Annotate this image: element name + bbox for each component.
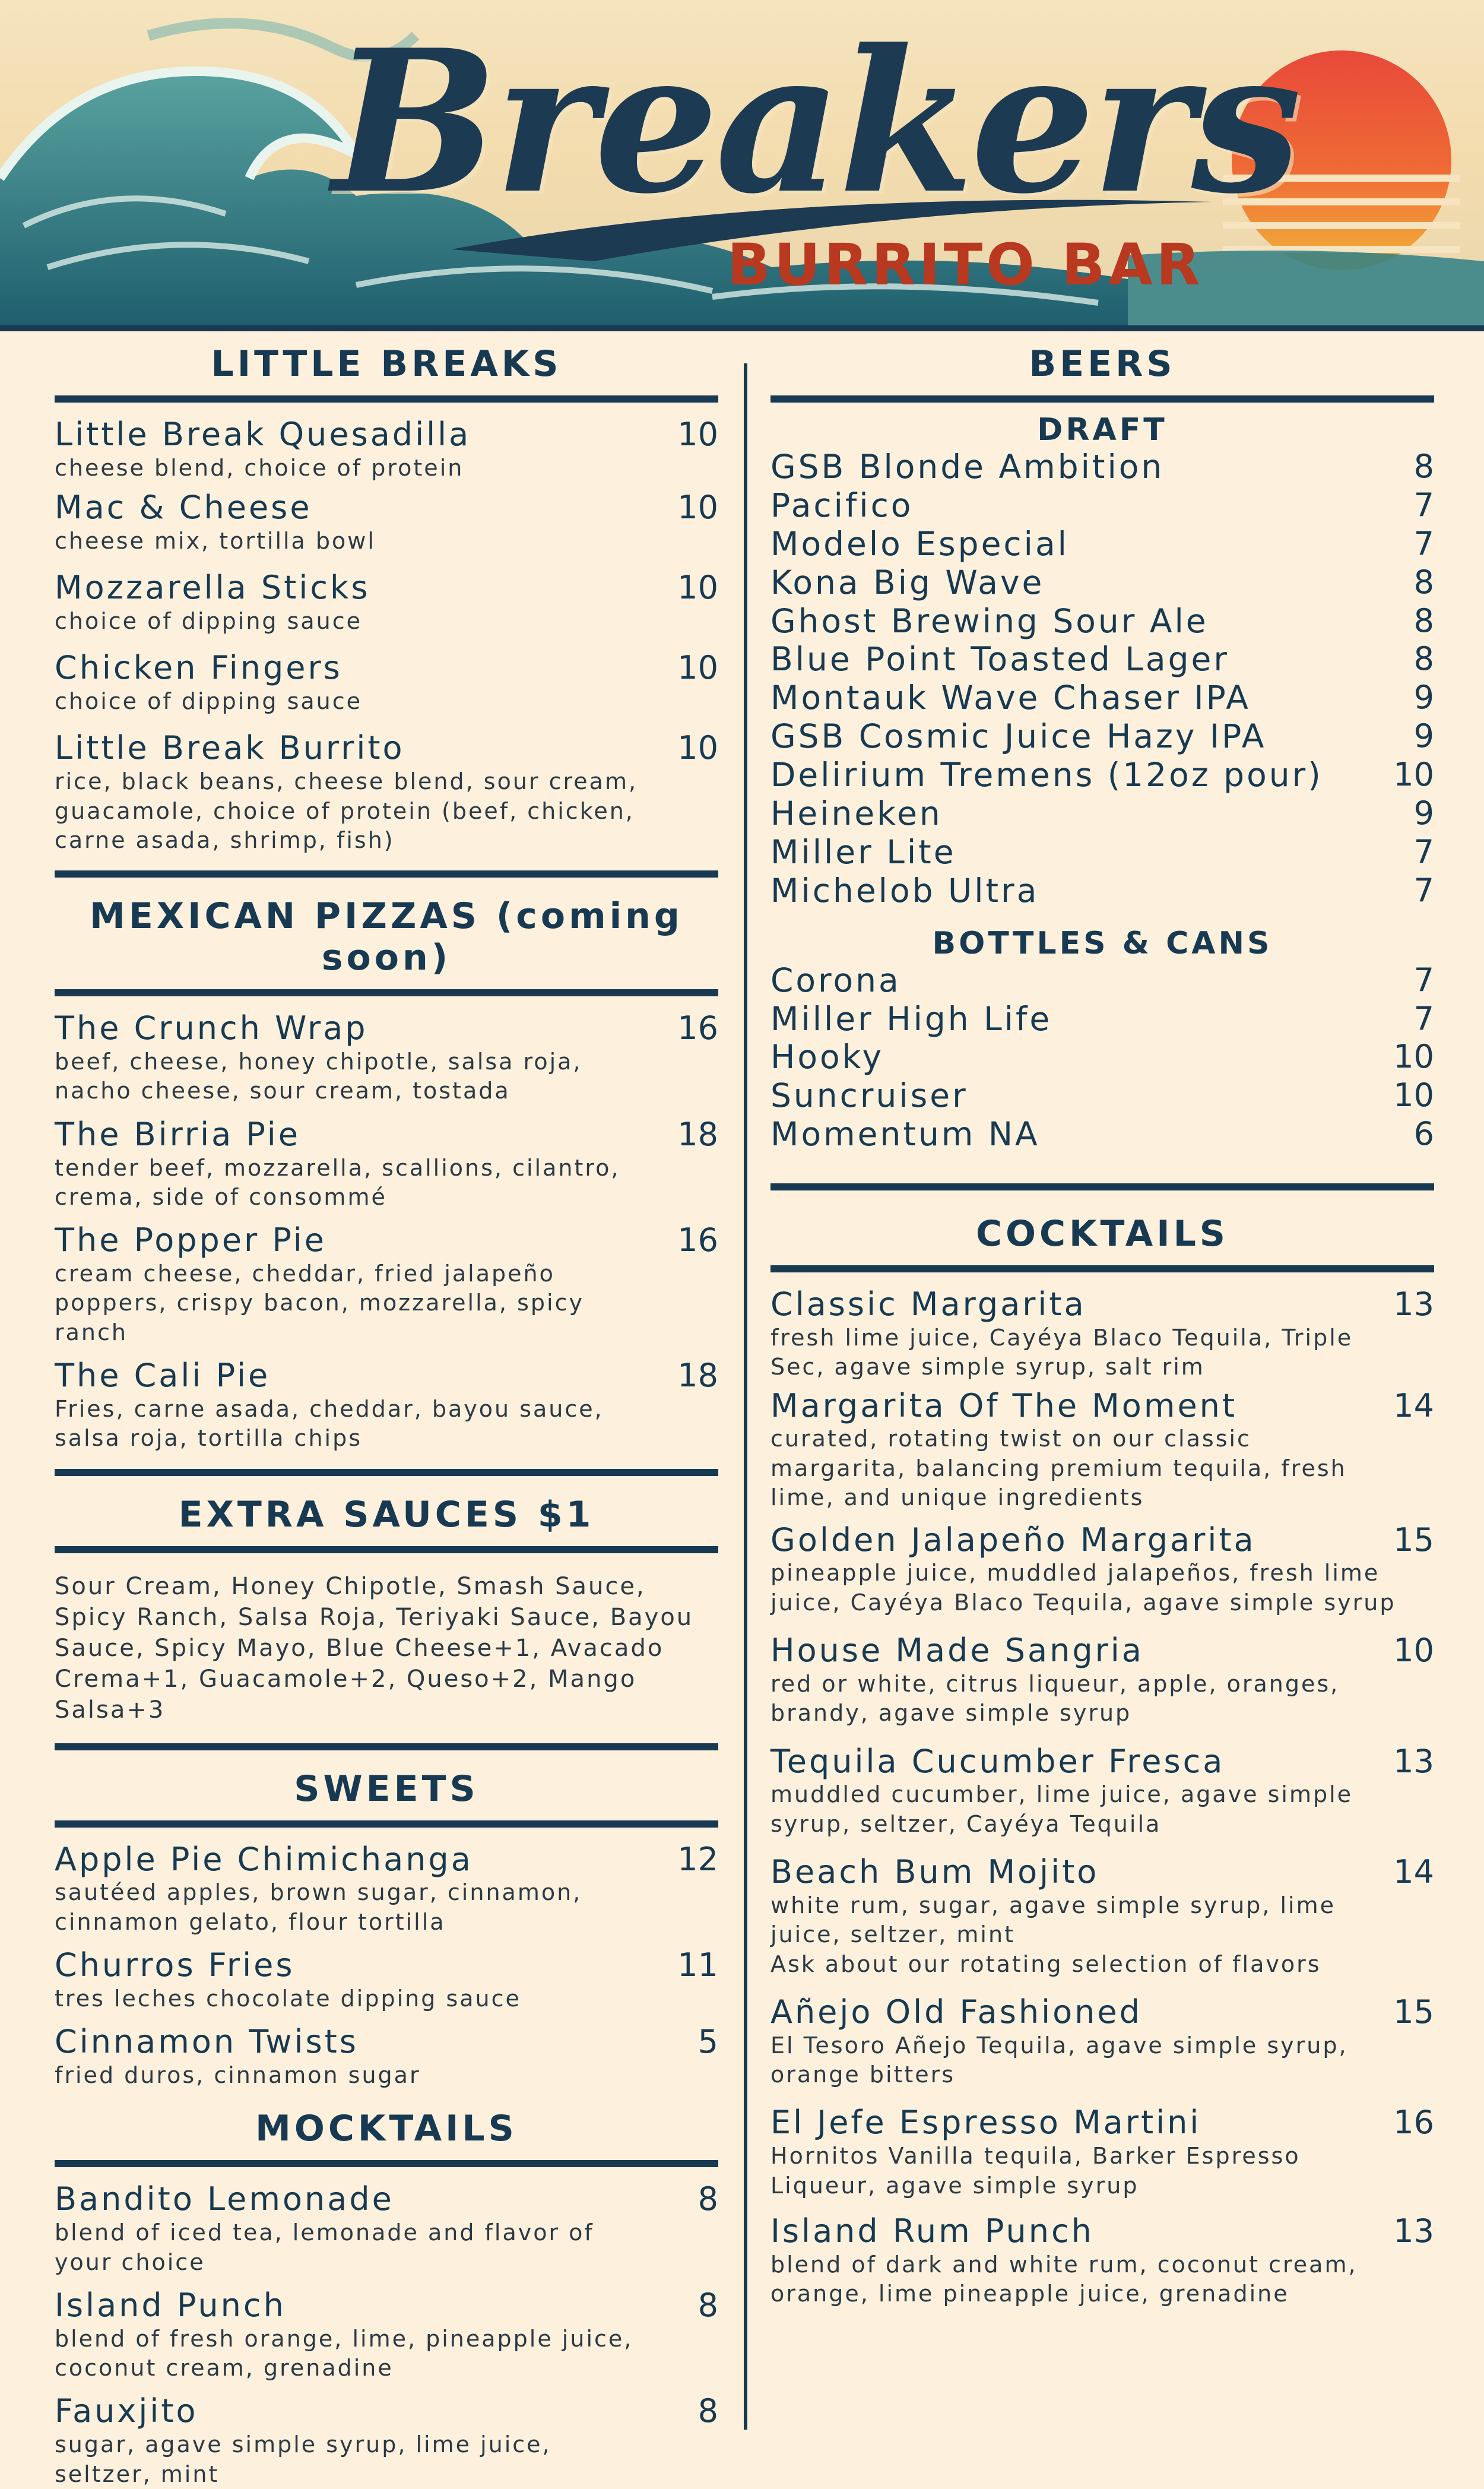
list-item: [770, 1632, 1434, 1728]
list-item: [770, 640, 1434, 679]
section-title-cocktails: COCKTAILS: [770, 1213, 1434, 1272]
item-price: 10: [677, 569, 718, 607]
item-price: 10: [1393, 756, 1434, 794]
item-name: GSB Blonde Ambition: [770, 448, 1165, 486]
list-item: [770, 756, 1434, 794]
item-name: Miller Lite: [770, 832, 956, 871]
item-price: 16: [1393, 2104, 1434, 2142]
item-name: Margarita Of The Moment: [770, 1386, 1238, 1424]
item-description: tres leches chocolate dipping sauce: [55, 1985, 521, 2012]
item-description: pineapple juice, muddled jalapeños, fresh lime juice, Cayéya Blaco Tequila, agave simple syrup: [770, 1560, 1396, 1616]
list-item: [770, 1000, 1434, 1038]
item-name: Apple Pie Chimichanga: [55, 1840, 473, 1878]
item-price: 6: [1413, 1115, 1434, 1153]
item-price: 8: [1413, 601, 1434, 639]
item-name: Delirium Tremens (12oz pour): [770, 756, 1323, 794]
list-item: [55, 1221, 718, 1347]
item-price: 14: [1393, 1386, 1434, 1424]
item-name: Modelo Especial: [770, 524, 1069, 563]
item-price: 7: [1413, 961, 1434, 999]
item-price: 10: [1393, 1076, 1434, 1114]
item-price: 13: [1393, 1285, 1434, 1323]
list-item: [770, 1285, 1434, 1382]
list-item: [55, 2023, 718, 2090]
item-note: Ask about our rotating selection of flavors: [770, 1950, 1321, 1977]
item-description: Fries, carne asada, cheddar, bayou sauce, salsa roja, tortilla chips: [55, 1395, 604, 1452]
list-item: [770, 717, 1434, 756]
item-price: 15: [1393, 1993, 1434, 2031]
item-price: 7: [1413, 524, 1434, 562]
list-item: [770, 602, 1434, 641]
little-breaks-list: [55, 403, 718, 855]
list-item: [770, 1853, 1434, 1979]
list-item: [770, 2104, 1434, 2200]
item-name: Little Break Burrito: [55, 729, 405, 767]
item-name: House Made Sangria: [770, 1632, 1144, 1670]
list-item: [770, 1521, 1434, 1618]
list-item: [770, 1387, 1434, 1513]
list-item: [55, 1116, 718, 1212]
item-name: Beach Bum Mojito: [770, 1853, 1099, 1891]
list-item: [770, 1038, 1434, 1076]
item-name: Pacifico: [770, 486, 914, 524]
item-name: Bandito Lemonade: [55, 2180, 394, 2218]
list-item: [55, 1841, 718, 1937]
item-description: Hornitos Vanilla tequila, Barker Espresso Liqueur, agave simple syrup: [770, 2143, 1301, 2199]
item-name: Kona Big Wave: [770, 563, 1045, 601]
item-price: 5: [697, 2023, 718, 2061]
item-name: Hooky: [770, 1038, 884, 1076]
item-price: 8: [1413, 640, 1434, 678]
list-item: [55, 649, 718, 716]
item-description: blend of fresh orange, lime, pineapple juice, coconut cream, grenadine: [55, 2325, 633, 2382]
item-description: fried duros, cinnamon sugar: [55, 2062, 421, 2089]
item-name: Ghost Brewing Sour Ale: [770, 601, 1209, 640]
item-name: Chicken Fingers: [55, 649, 343, 687]
item-name: Island Punch: [55, 2286, 286, 2324]
list-item: [770, 486, 1434, 525]
item-name: The Crunch Wrap: [55, 1009, 368, 1047]
item-price: 11: [677, 1946, 718, 1984]
item-description: cream cheese, cheddar, fried jalapeño poppers, crispy bacon, mozzarella, spicy ranch: [55, 1261, 584, 1345]
list-item: [55, 489, 718, 556]
item-name: Golden Jalapeño Margarita: [770, 1521, 1256, 1559]
item-name: Mac & Cheese: [55, 489, 312, 527]
item-name: Churros Fries: [55, 1946, 295, 1984]
item-price: 7: [1413, 486, 1434, 524]
list-item: [770, 794, 1434, 833]
item-name: Añejo Old Fashioned: [770, 1993, 1142, 2031]
item-name: Mozzarella Sticks: [55, 569, 370, 607]
item-price: 18: [677, 1357, 718, 1395]
list-item: [770, 1115, 1434, 1154]
list-item: [55, 1357, 718, 1454]
item-description: cheese mix, tortilla bowl: [55, 527, 376, 554]
mexican-pizzas-list: [55, 996, 718, 1453]
item-name: Little Break Quesadilla: [55, 416, 471, 453]
item-price: 9: [1413, 679, 1434, 717]
item-description: cheese blend, choice of protein: [55, 454, 464, 481]
list-item: [770, 1743, 1434, 1839]
item-price: 10: [677, 729, 718, 767]
item-name: GSB Cosmic Juice Hazy IPA: [770, 717, 1267, 756]
section-title-beers: BEERS: [770, 343, 1434, 403]
item-name: Heineken: [770, 794, 943, 833]
item-price: 10: [1393, 1038, 1434, 1076]
item-description: beef, cheese, honey chipotle, salsa roja, nacho cheese, sour cream, tostada: [55, 1049, 582, 1104]
item-price: 7: [1413, 871, 1434, 909]
cocktails-list: [770, 1272, 1434, 2308]
item-description: white rum, sugar, agave simple syrup, lime juice, seltzer, mint: [770, 1892, 1336, 1948]
item-name: Momentum NA: [770, 1115, 1040, 1154]
list-item: [770, 563, 1434, 602]
item-price: 13: [1393, 2212, 1434, 2250]
section-title-little-breaks: LITTLE BREAKS: [55, 343, 718, 403]
item-price: 7: [1413, 999, 1434, 1037]
item-price: 12: [677, 1840, 718, 1878]
list-item: [55, 569, 718, 636]
sweets-list: [55, 1828, 718, 2091]
list-item: [770, 448, 1434, 486]
item-name: Tequila Cucumber Fresca: [770, 1742, 1225, 1780]
item-description: choice of dipping sauce: [55, 688, 363, 715]
item-price: 10: [677, 489, 718, 527]
item-name: Cinnamon Twists: [55, 2023, 359, 2061]
item-name: Blue Point Toasted Lager: [770, 640, 1229, 679]
list-item: [770, 1993, 1434, 2090]
item-price: 10: [677, 649, 718, 687]
item-name: Suncruiser: [770, 1076, 968, 1115]
logo-text: Breakers: [332, 7, 1298, 237]
item-description: blend of iced tea, lemonade and flavor of your choice: [55, 2219, 594, 2275]
list-item: [55, 416, 718, 483]
extra-sauces-text: Sour Cream, Honey Chipotle, Smash Sauce, Spicy Ranch, Salsa Roja, Teriyaki Sauce, Bayou Sauce, Spicy Mayo, Blue Cheese+1, Avacado Crema+1, Guacamole+2, Queso+2, Mango Salsa+3: [55, 1572, 694, 1724]
item-name: Montauk Wave Chaser IPA: [770, 679, 1251, 717]
list-item: [770, 2212, 1434, 2309]
item-description: blend of dark and white rum, coconut cream, orange, lime pineapple juice, grenadine: [770, 2251, 1358, 2307]
item-description: sugar, agave simple syrup, lime juice, seltzer, mint: [55, 2431, 551, 2487]
item-description: curated, rotating twist on our classic margarita, balancing premium tequila, fresh lime, and unique ingredients: [770, 1426, 1347, 1511]
item-price: 8: [697, 2286, 718, 2324]
item-description: El Tesoro Añejo Tequila, agave simple syrup, orange bitters: [770, 2032, 1348, 2088]
item-price: 8: [1413, 448, 1434, 485]
list-item: [55, 1946, 718, 2013]
list-item: [770, 1076, 1434, 1115]
right-column: [770, 332, 1434, 2308]
item-price: 15: [1393, 1521, 1434, 1559]
list-item: [770, 872, 1434, 910]
item-price: 8: [697, 2392, 718, 2430]
bottles-cans-list: [770, 961, 1434, 1190]
item-price: 9: [1413, 717, 1434, 755]
item-description: sautéed apples, brown sugar, cinnamon, cinnamon gelato, flour tortilla: [55, 1879, 582, 1935]
item-price: 10: [1393, 1632, 1434, 1670]
subsection-title-draft: DRAFT: [1037, 412, 1168, 448]
section-title-extra-sauces: EXTRA SAUCES $1: [55, 1469, 718, 1553]
left-column: [55, 332, 718, 2489]
item-name: Miller High Life: [770, 999, 1052, 1038]
item-price: 18: [677, 1115, 718, 1153]
item-price: 13: [1393, 1742, 1434, 1780]
item-price: 9: [1413, 794, 1434, 832]
item-price: 16: [677, 1221, 718, 1259]
list-item: [55, 1009, 718, 1106]
list-item: [55, 729, 718, 855]
item-price: 14: [1393, 1853, 1434, 1891]
item-price: 16: [677, 1009, 718, 1047]
item-name: Fauxjito: [55, 2392, 198, 2430]
logo-subtitle: BURRITO BAR: [727, 232, 1204, 298]
item-name: The Cali Pie: [55, 1357, 271, 1395]
item-price: 10: [677, 416, 718, 453]
list-item: [770, 961, 1434, 1000]
item-name: Michelob Ultra: [770, 871, 1039, 910]
mocktails-list: [55, 2167, 718, 2489]
item-description: rice, black beans, cheese blend, sour cream, guacamole, choice of protein (beef, chicken, carne asada, shrimp, fish): [55, 768, 638, 853]
column-divider: [744, 363, 747, 2430]
list-item: [55, 2392, 718, 2489]
item-price: 8: [1413, 563, 1434, 601]
subsection-title-bottles-cans: BOTTLES & CANS: [932, 925, 1273, 961]
draft-beer-list: [770, 448, 1434, 910]
header-banner: [0, 0, 1484, 331]
item-description: fresh lime juice, Cayéya Blaco Tequila, Triple Sec, agave simple syrup, salt rim: [770, 1324, 1353, 1380]
item-name: The Birria Pie: [55, 1115, 300, 1153]
item-name: Corona: [770, 961, 901, 999]
list-item: [770, 679, 1434, 717]
list-item: [770, 833, 1434, 872]
item-price: 8: [697, 2180, 718, 2218]
section-title-sweets: SWEETS: [55, 1743, 718, 1828]
section-title-mexican-pizzas: MEXICAN PIZZAS (coming soon): [55, 870, 718, 996]
list-item: [55, 2287, 718, 2383]
item-name: Classic Margarita: [770, 1285, 1086, 1323]
list-item: [770, 525, 1434, 563]
item-description: red or white, citrus liqueur, apple, oranges, brandy, agave simple syrup: [770, 1670, 1340, 1727]
item-name: El Jefe Espresso Martini: [770, 2104, 1201, 2142]
item-description: muddled cucumber, lime juice, agave simple syrup, seltzer, Cayéya Tequila: [770, 1781, 1353, 1837]
item-description: tender beef, mozzarella, scallions, cilantro, crema, side of consommé: [55, 1154, 620, 1210]
section-title-mocktails: MOCKTAILS: [55, 2108, 718, 2167]
item-price: 7: [1413, 832, 1434, 870]
item-description: choice of dipping sauce: [55, 607, 363, 634]
item-name: The Popper Pie: [55, 1221, 327, 1259]
list-item: [55, 2180, 718, 2277]
item-name: Island Rum Punch: [770, 2212, 1094, 2250]
